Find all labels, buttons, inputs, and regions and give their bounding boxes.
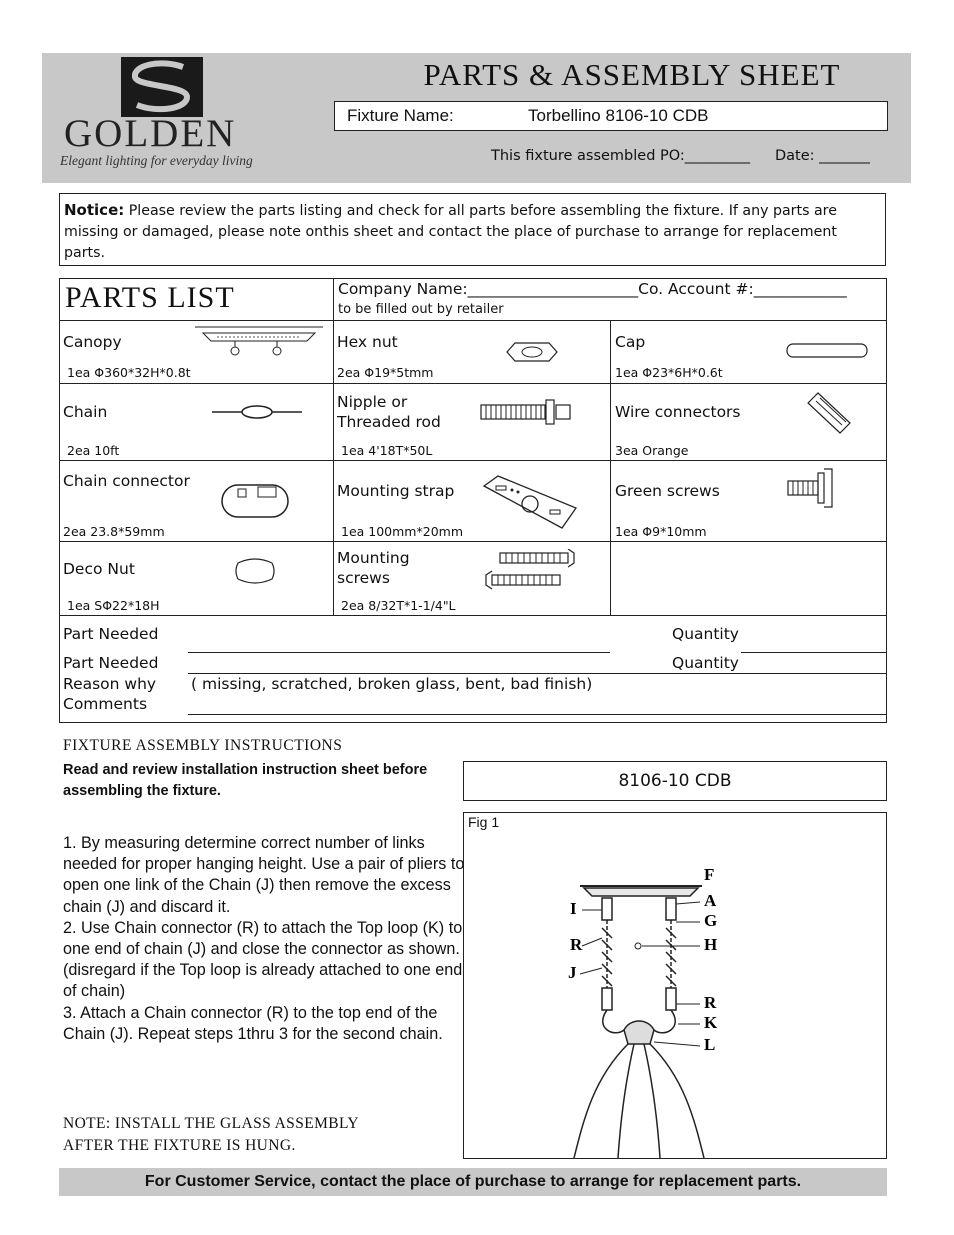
comments-line[interactable] (188, 714, 887, 715)
part-needed-label-2: Part Needed (63, 654, 159, 672)
green-screw-icon (786, 467, 840, 509)
notice-box (59, 193, 886, 266)
canopy-icon (195, 323, 325, 359)
instruction-step-3: 3. Attach a Chain connector (R) to the top end of the Chain (J). Repeat steps 1thru 3 for the second chain. (63, 1003, 443, 1043)
mounting-screws-icon (482, 549, 578, 591)
part-needed-line-1[interactable] (188, 652, 610, 653)
instructions-read-note: Read and review installation instruction sheet before assembling the fixture. (63, 762, 428, 799)
part-name-canopy: Canopy (63, 333, 122, 351)
fixture-name-label: Fixture Name: (347, 106, 454, 125)
part-detail-wire-connectors: 3ea Orange (615, 443, 689, 458)
fig-letter-F: F (704, 865, 715, 884)
part-detail-chain: 2ea 10ft (67, 443, 120, 458)
part-detail-chain-connector: 2ea 23.8*59mm (63, 524, 165, 539)
mounting-strap-icon (478, 472, 580, 532)
retailer-note: to be filled out by retailer (338, 302, 504, 317)
reason-label: Reason why (63, 675, 157, 693)
brand-name: GOLDEN (64, 112, 237, 155)
glass-note (63, 1113, 359, 1157)
cap-icon (786, 342, 868, 360)
threaded-rod-icon (480, 399, 572, 425)
fixture-name-box (334, 101, 888, 131)
part-name-mounting-screws: Mounting screws (337, 549, 410, 587)
instruction-step-2: 2. Use Chain connector (R) to attach the Top loop (K) to one end of chain (J) and close the connector as shown. (disregard if the Top loop is already attached to one end of chain) (63, 918, 463, 1001)
fig-letter-G: G (704, 911, 718, 930)
deco-nut-icon (234, 555, 276, 587)
company-name-field[interactable]: Company Name:______________________Co. Account #:____________ (338, 280, 847, 298)
part-name-deco-nut: Deco Nut (63, 560, 135, 578)
customer-service-footer: For Customer Service, contact the place of purchase to arrange for replacement parts. (59, 1168, 887, 1196)
quantity-line-1[interactable] (741, 652, 887, 653)
comments-label: Comments (63, 695, 148, 713)
fig-letter-L: L (704, 1035, 716, 1054)
chain-icon (212, 403, 302, 421)
fig-letter-H: H (704, 935, 718, 954)
notice-text: Please review the parts listing and check for all parts before assembling the fixture. If any parts are missing or damaged, please note onthis sheet and contact the place of purchase to arrange for replacement parts. (64, 203, 837, 261)
glass-note-line-1: NOTE: INSTALL THE GLASS ASSEMBLY (63, 1115, 359, 1132)
parts-list-table (59, 278, 887, 616)
part-detail-deco-nut: 1ea SΦ22*18H (67, 598, 160, 613)
assembly-diagram (554, 858, 774, 1158)
model-number-box: 8106-10 CDB (463, 761, 887, 801)
instructions-title: FIXTURE ASSEMBLY INSTRUCTIONS (63, 737, 343, 754)
instruction-step-1: 1. By measuring determine correct number of links needed for proper hanging height. Use a pair of pliers to open one link of the Chain (J) then remove the excess chain (J) and discard it. (63, 834, 465, 916)
part-needed-line-2[interactable] (188, 673, 887, 674)
part-name-threaded-rod: Nipple or Threaded rod (337, 393, 441, 431)
part-detail-green-screws: 1ea Φ9*10mm (615, 524, 707, 539)
part-name-hex-nut: Hex nut (337, 333, 398, 351)
fixture-name-value: Torbellino 8106-10 CDB (528, 106, 709, 125)
part-needed-label-1: Part Needed (63, 625, 159, 643)
fig-letter-J: J (568, 963, 577, 982)
glass-note-line-2: AFTER THE FIXTURE IS HUNG. (63, 1137, 296, 1154)
quantity-label-2: Quantity (672, 654, 739, 672)
part-detail-threaded-rod: 1ea 4'18T*50L (341, 443, 433, 458)
fig-letter-R-right: R (704, 993, 717, 1012)
figure-label: Fig 1 (468, 814, 500, 830)
reason-options: ( missing, scratched, broken glass, bent, bad finish) (191, 675, 593, 693)
part-name-chain-connector: Chain connector (63, 472, 190, 490)
part-detail-canopy: 1ea Φ360*32H*0.8t (67, 365, 191, 380)
part-detail-mounting-screws: 2ea 8/32T*1-1/4"L (341, 598, 456, 613)
logo-swirl-icon (121, 57, 203, 117)
hex-nut-icon (503, 341, 561, 363)
part-detail-mounting-strap: 1ea 100mm*20mm (341, 524, 463, 539)
part-detail-cap: 1ea Φ23*6H*0.6t (615, 365, 723, 380)
part-name-wire-connectors: Wire connectors (615, 403, 741, 421)
part-detail-hex-nut: 2ea Φ19*5tmm (337, 365, 434, 380)
instruction-steps (63, 833, 465, 1045)
part-needed-section (59, 616, 887, 723)
date-field[interactable]: Date: _______ (775, 148, 870, 164)
part-name-chain: Chain (63, 403, 108, 421)
chain-connector-icon (220, 481, 292, 521)
parts-list-title: PARTS LIST (65, 281, 235, 314)
golden-logo-mark (121, 57, 203, 117)
page-title: PARTS & ASSEMBLY SHEET (423, 57, 841, 92)
po-field[interactable]: This fixture assembled PO:_________ (491, 148, 751, 164)
fig-letter-R-left: R (570, 935, 583, 954)
wire-connector-icon (804, 391, 852, 435)
figure-1 (463, 812, 887, 1159)
part-name-cap: Cap (615, 333, 646, 351)
fig-letter-I: I (570, 899, 577, 918)
notice-label: Notice: (64, 201, 125, 219)
quantity-label-1: Quantity (672, 625, 739, 643)
part-name-green-screws: Green screws (615, 482, 720, 500)
fig-letter-K: K (704, 1013, 718, 1032)
brand-tagline: Elegant lighting for everyday living (60, 153, 253, 168)
fig-letter-A: A (704, 891, 717, 910)
part-name-mounting-strap: Mounting strap (337, 482, 455, 500)
header-banner (42, 53, 911, 183)
